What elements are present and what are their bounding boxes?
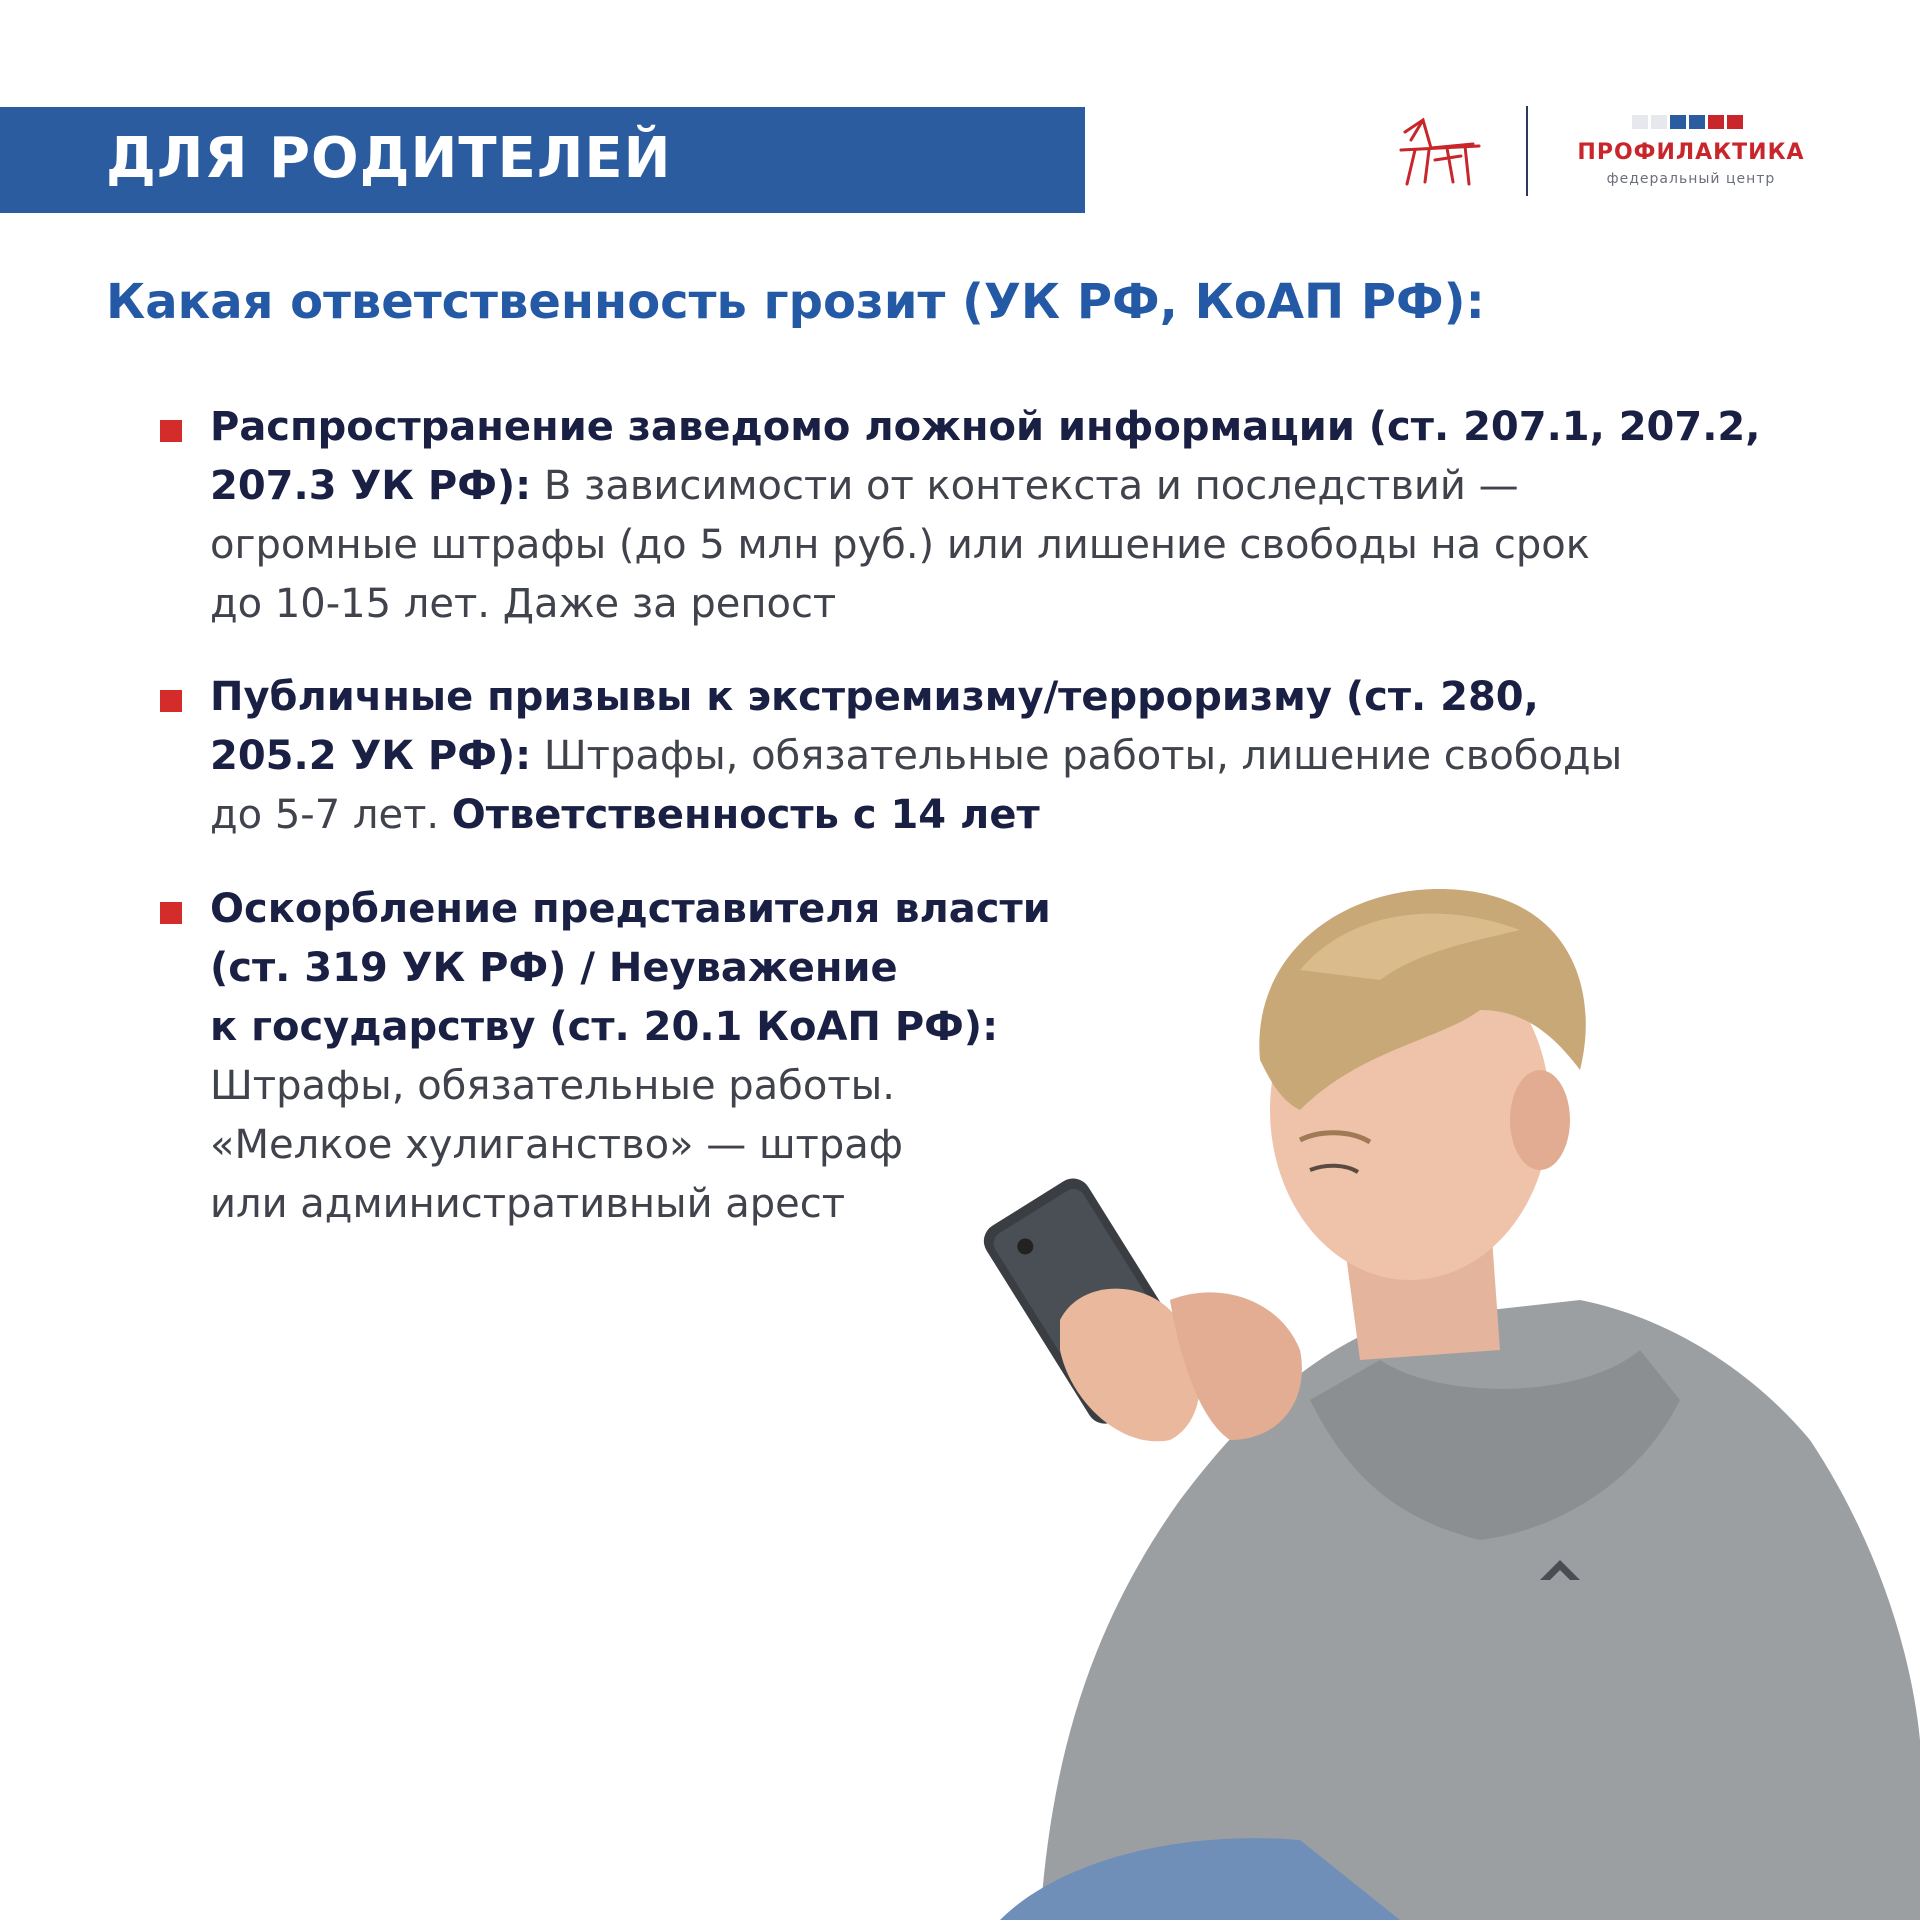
item-plain-line: или административный арест [210, 1181, 846, 1227]
logo-title: ПРОФИЛАКТИКА [1577, 140, 1805, 165]
item-bold-line: Оскорбление представителя власти [210, 886, 1051, 932]
banner-title: ДЛЯ РОДИТЕЛЕЙ [106, 126, 672, 191]
item-bold-line: (ст. 319 УК РФ) / Неуважение [210, 945, 898, 991]
item-bold-line: 207.3 УК РФ): [210, 463, 532, 509]
item-bold-line: к государству (ст. 20.1 КоАП РФ): [210, 1004, 999, 1050]
item-bold-tail: Ответственность с 14 лет [451, 792, 1040, 838]
item-plain-line: Штрафы, обязательные работы, лишение свободы [531, 733, 1623, 779]
item-plain-line: огромные штрафы (до 5 млн руб.) или лишение свободы на срок [210, 522, 1590, 568]
logo-flag-icon [1632, 115, 1743, 129]
bullet-square-icon [160, 690, 182, 712]
item-plain-line: до 5-7 лет. [210, 792, 452, 838]
logo-divider [1526, 106, 1528, 196]
item-plain-line: «Мелкое хулиганство» — штраф [210, 1122, 903, 1168]
logo-mark-icon [1395, 110, 1485, 190]
logo-subtitle: федеральный центр [1606, 171, 1776, 187]
section-heading: Какая ответственность грозит (УК РФ, КоАП РФ): [106, 274, 1485, 330]
item-bold-line: Публичные призывы к экстремизму/терроризму (ст. 280, [210, 674, 1539, 720]
bullet-square-icon [160, 902, 182, 924]
item-bold-line: Распространение заведомо ложной информации (ст. 207.1, 207.2, [210, 404, 1761, 450]
item-plain-line: В зависимости от контекста и последствий — [531, 463, 1519, 509]
item-plain-line: Штрафы, обязательные работы. [210, 1063, 895, 1109]
item-bold-line: 205.2 УК РФ): [210, 733, 532, 779]
item-plain-line: до 10-15 лет. Даже за репост [210, 581, 837, 627]
bullet-square-icon [160, 420, 182, 442]
boy-with-phone-photo [880, 880, 1920, 1920]
